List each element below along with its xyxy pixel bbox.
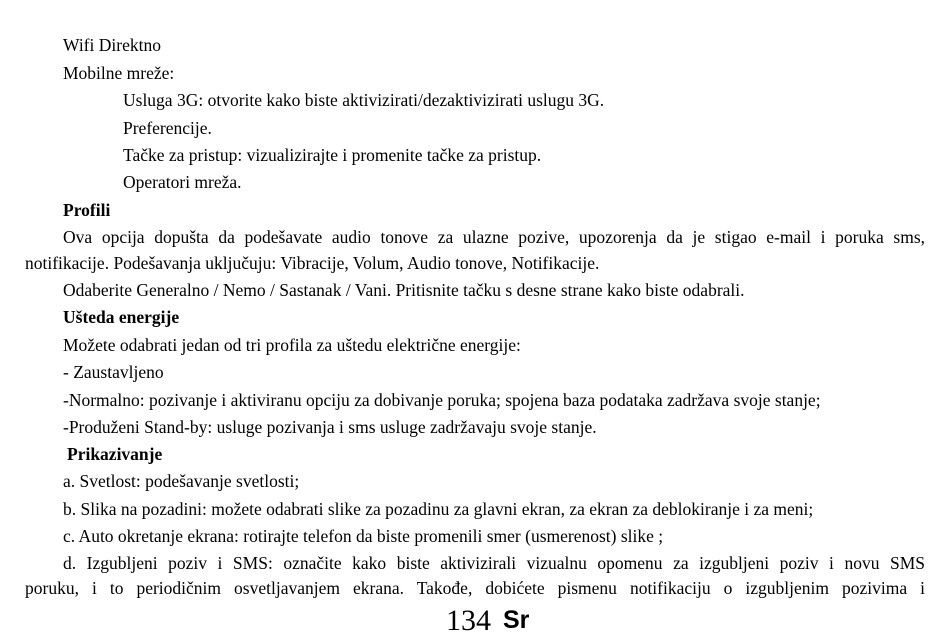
language-code: Sr bbox=[503, 606, 530, 634]
heading-prikazivanje: Prikazivanje bbox=[67, 444, 163, 464]
energy-option-normal: -Normalno: pozivanje i aktiviranu opciju za dobivanje poruka; spojena baza podataka zadržava svoje stanje; bbox=[63, 390, 821, 410]
display-wallpaper-line: b. Slika na pozadini: možete odabrati slike za pozadinu za glavni ekran, za ekran za deblokiranje i za meni; bbox=[63, 499, 814, 519]
profili-paragraph-line-2: notifikacije. Podešavanja uključuju: Vibracije, Volum, Audio tonove, Notifikacije. bbox=[25, 253, 600, 273]
profili-select-line: Odaberite Generalno / Nemo / Sastanak / Vani. Pritisnite tačku s desne strane kako biste odabrali. bbox=[63, 280, 745, 300]
energy-intro-line: Možete odabrati jedan od tri profila za uštedu električne energije: bbox=[63, 335, 521, 355]
network-operators-line: Operatori mreža. bbox=[123, 172, 242, 192]
display-brightness-line: a. Svetlost: podešavanje svetlosti; bbox=[63, 471, 300, 491]
missed-call-line-1: d. Izgubljeni poziv i SMS: označite kako biste aktivizirali vizualnu opomenu za izgubljeni poziv i novu SMS bbox=[63, 553, 925, 573]
wifi-direct-line: Wifi Direktno bbox=[63, 35, 161, 55]
heading-profili: Profili bbox=[63, 200, 111, 220]
profili-paragraph-line-1: Ova opcija dopušta da podešavate audio tonove za ulazne pozive, upozorenja da je stigao e-mail i poruka sms, bbox=[63, 227, 925, 247]
access-points-line: Tačke za pristup: vizualizirajte i promenite tačke za pristup. bbox=[123, 145, 542, 165]
page-number: 134 bbox=[446, 604, 491, 637]
mobile-networks-line: Mobilne mreže: bbox=[63, 63, 175, 83]
missed-call-line-2: poruku, i to periodičnim osvetljavanjem ekrana. Takođe, dobićete pismenu notifikaciju o izgubljenim pozivima i bbox=[25, 578, 925, 598]
display-auto-rotate-line: c. Auto okretanje ekrana: rotirajte telefon da biste promenili smer (usmerenost) slike ; bbox=[63, 526, 664, 546]
energy-option-standby: -Produženi Stand-by: usluge pozivanja i sms usluge zadržavaju svoje stanje. bbox=[63, 417, 597, 437]
preferences-line: Preferencije. bbox=[123, 118, 212, 138]
heading-usteda-energije: Ušteda energije bbox=[63, 307, 180, 327]
energy-option-stopped: - Zaustavljeno bbox=[63, 362, 164, 382]
service-3g-line: Usluga 3G: otvorite kako biste aktivizirati/dezaktivizirati uslugu 3G. bbox=[123, 90, 605, 110]
